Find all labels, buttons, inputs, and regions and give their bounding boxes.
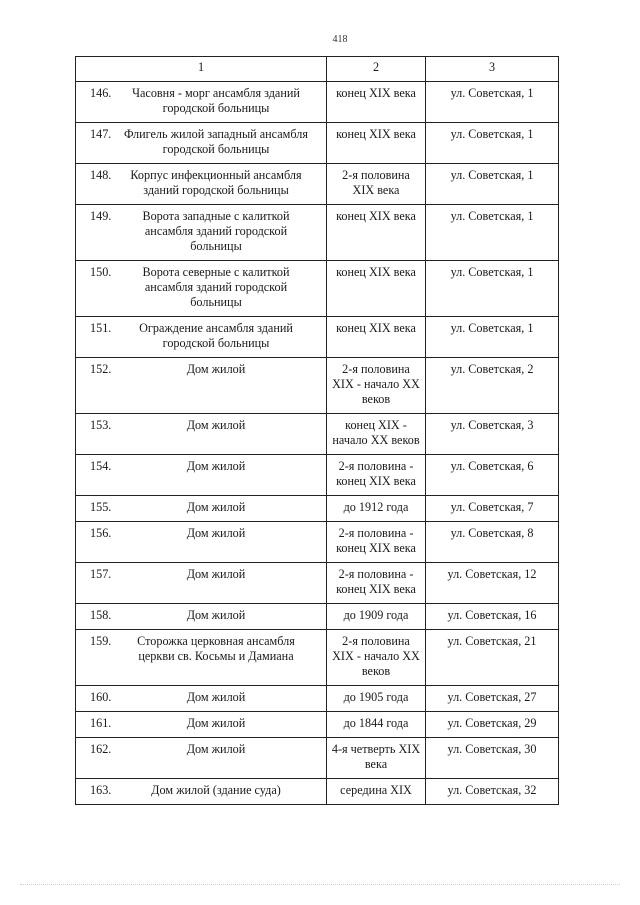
dating-cell: до 1844 года [327,712,426,738]
table-row [76,414,559,455]
object-cell [76,205,327,261]
dating-cell: до 1909 года [327,604,426,630]
object-cell [76,123,327,164]
row-number: 153. [90,418,112,432]
row-number: 163. [90,783,112,797]
object-cell [76,414,327,455]
address-cell: ул. Советская, 16 [426,604,559,630]
row-number: 154. [90,459,112,473]
address-cell: ул. Советская, 3 [426,414,559,455]
table-row [76,164,559,205]
row-number: 155. [90,500,112,514]
object-name: Ворота западные с калиткой ансамбля зданий городской больницы [142,209,290,253]
address-cell: ул. Советская, 6 [426,455,559,496]
row-number: 159. [90,634,112,648]
table-row [76,317,559,358]
table-row [76,358,559,414]
column-header: 2 [327,57,426,82]
object-name: Ворота северные с калиткой ансамбля зданий городской больницы [142,265,290,309]
dating-cell: 2-я половина - конец XIX века [327,455,426,496]
object-cell [76,630,327,686]
table-row [76,205,559,261]
row-number: 160. [90,690,112,704]
row-number: 149. [90,209,112,223]
object-cell [76,522,327,563]
scan-artifact-line [20,884,620,886]
address-cell: ул. Советская, 1 [426,82,559,123]
object-name: Дом жилой [186,742,246,756]
table-row [76,738,559,779]
dating-cell: 4-я четверть XIX века [327,738,426,779]
object-name: Ограждение ансамбля зданий городской больницы [139,321,293,350]
table-row [76,261,559,317]
object-cell [76,358,327,414]
dating-cell: середина XIX [327,779,426,805]
table-header-row [76,57,559,82]
row-number: 147. [90,127,112,141]
page-number: 418 [332,34,348,45]
dating-cell: до 1905 года [327,686,426,712]
dating-cell: 2-я половина XIX - начало XX веков [327,630,426,686]
object-name: Дом жилой [186,418,246,432]
table-row [76,455,559,496]
address-cell: ул. Советская, 21 [426,630,559,686]
dating-cell: до 1912 года [327,496,426,522]
row-number: 150. [90,265,112,279]
table-row [76,779,559,805]
dating-cell: конец XIX века [327,317,426,358]
object-cell [76,317,327,358]
row-number: 158. [90,608,112,622]
row-number: 162. [90,742,112,756]
dating-cell: 2-я половина XIX века [327,164,426,205]
table-row [76,712,559,738]
object-cell [76,164,327,205]
table-row [76,630,559,686]
address-cell: ул. Советская, 1 [426,123,559,164]
object-name: Дом жилой [186,459,246,473]
object-cell [76,779,327,805]
row-number: 152. [90,362,112,376]
object-name: Дом жилой [186,500,246,514]
object-cell [76,82,327,123]
object-name: Дом жилой [186,716,246,730]
row-number: 151. [90,321,112,335]
dating-cell: конец XIX века [327,205,426,261]
dating-cell: 2-я половина - конец XIX века [327,563,426,604]
dating-cell: конец XIX века [327,82,426,123]
object-name: Дом жилой [186,567,246,581]
address-cell: ул. Советская, 7 [426,496,559,522]
table-row [76,686,559,712]
object-name: Дом жилой [186,362,246,376]
object-cell [76,712,327,738]
dating-cell: конец XIX - начало XX веков [327,414,426,455]
object-name: Дом жилой [186,690,246,704]
object-cell [76,686,327,712]
object-cell [76,261,327,317]
address-cell: ул. Советская, 1 [426,205,559,261]
row-number: 157. [90,567,112,581]
dating-cell: 2-я половина - конец XIX века [327,522,426,563]
dating-cell: 2-я половина XIX - начало XX веков [327,358,426,414]
row-number: 156. [90,526,112,540]
dating-cell: конец XIX века [327,261,426,317]
object-name: Сторожка церковная ансамбля церкви св. Косьмы и Дамиана [137,634,295,663]
address-cell: ул. Советская, 12 [426,563,559,604]
row-number: 146. [90,86,112,100]
address-cell: ул. Советская, 1 [426,261,559,317]
table-row [76,604,559,630]
column-header: 3 [426,57,559,82]
address-cell: ул. Советская, 2 [426,358,559,414]
row-number: 148. [90,168,112,182]
table-row [76,123,559,164]
address-cell: ул. Советская, 1 [426,317,559,358]
object-cell [76,563,327,604]
object-name: Часовня - морг ансамбля зданий городской больницы [132,86,300,115]
object-name: Корпус инфекционный ансамбля зданий городской больницы [130,168,302,197]
column-header: 1 [76,57,327,82]
object-cell [76,496,327,522]
object-name: Флигель жилой западный ансамбля городской больницы [124,127,308,156]
object-name: Дом жилой (здание суда) [151,783,281,797]
address-cell: ул. Советская, 1 [426,164,559,205]
dating-cell: конец XIX века [327,123,426,164]
object-cell [76,455,327,496]
address-cell: ул. Советская, 27 [426,686,559,712]
object-name: Дом жилой [186,608,246,622]
address-cell: ул. Советская, 30 [426,738,559,779]
table-row [76,563,559,604]
object-cell [76,738,327,779]
address-cell: ул. Советская, 29 [426,712,559,738]
table-row [76,522,559,563]
object-name: Дом жилой [186,526,246,540]
heritage-registry-table [75,56,559,805]
object-cell [76,604,327,630]
address-cell: ул. Советская, 8 [426,522,559,563]
table-row [76,496,559,522]
address-cell: ул. Советская, 32 [426,779,559,805]
row-number: 161. [90,716,112,730]
table-body [76,57,559,805]
table-row [76,82,559,123]
